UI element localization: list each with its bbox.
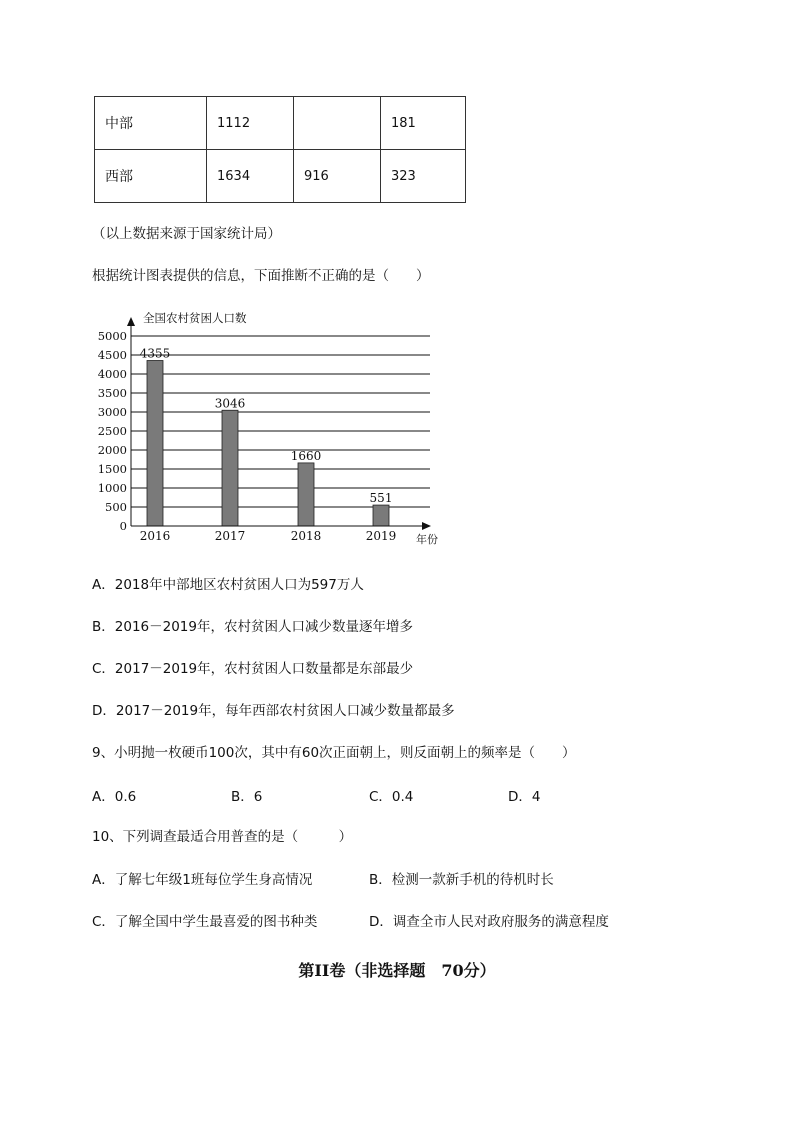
chart-title: 全国农村贫困人口数 [143, 311, 247, 325]
table-cell: 中部 [95, 97, 207, 150]
q8-option-b: B．2016－2019年，农村贫困人口减少数量逐年增多 [92, 619, 413, 635]
table-cell: 916 [294, 150, 381, 203]
y-tick-label: 4500 [97, 348, 127, 362]
table-cell: 323 [381, 150, 466, 203]
y-tick-label: 2500 [97, 424, 127, 438]
q9-option-c: C．0.4 [369, 789, 414, 805]
y-tick-label: 3500 [97, 386, 127, 400]
y-tick-label: 4000 [97, 367, 127, 381]
bar-2017 [222, 410, 238, 526]
table-cell: 181 [381, 97, 466, 150]
x-axis-arrow-icon [422, 522, 431, 530]
table-cell: 1634 [207, 150, 294, 203]
q9-option-d: D．4 [508, 789, 541, 805]
data-label: 3046 [214, 396, 246, 411]
q8-option-d: D．2017－2019年，每年西部农村贫困人口减少数量都最多 [92, 703, 455, 719]
table-cell: 1112 [207, 97, 294, 150]
x-tick-label: 2016 [139, 529, 171, 543]
y-tick-label: 3000 [97, 405, 127, 419]
x-tick-label: 2017 [214, 529, 246, 543]
q10-option-d: D．调查全市人民对政府服务的满意程度 [369, 914, 609, 930]
y-tick-label: 500 [105, 500, 127, 514]
q10-option-c: C．了解全国中学生最喜爱的图书种类 [92, 914, 318, 930]
table-row [95, 97, 466, 150]
regional-data-table [94, 96, 466, 203]
y-axis-arrow-icon [127, 317, 135, 326]
source-note: （以上数据来源于国家统计局） [92, 226, 281, 242]
data-label: 1660 [290, 448, 322, 463]
q10-option-a: A．了解七年级1班每位学生身高情况 [92, 872, 313, 888]
q9-option-b: B．6 [231, 789, 263, 805]
table-cell: 西部 [95, 150, 207, 203]
q10-option-b: B．检测一款新手机的待机时长 [369, 872, 554, 888]
section-title: 第II卷（非选择题 70分） [298, 961, 496, 980]
bar-2016 [147, 361, 163, 526]
data-label: 551 [369, 491, 393, 506]
question8-stem: 根据统计图表提供的信息，下面推断不正确的是（ ） [92, 268, 430, 284]
x-tick-label: 2018 [290, 529, 322, 543]
table-row [95, 150, 466, 203]
x-tick-label: 2019 [365, 529, 397, 543]
y-tick-label: 2000 [97, 443, 127, 457]
question10-stem: 10、下列调查最适合用普查的是（ ） [92, 829, 353, 845]
data-label: 4355 [139, 346, 171, 361]
y-tick-label: 5000 [97, 329, 127, 343]
x-axis-label: 年份 [416, 533, 438, 546]
y-tick-label: 0 [119, 519, 127, 533]
table-cell [294, 97, 381, 150]
y-tick-label: 1500 [97, 462, 127, 476]
question9-stem: 9、小明抛一枚硬币100次，其中有60次正面朝上，则反面朝上的频率是（ ） [92, 745, 576, 761]
poverty-bar-chart [90, 308, 450, 548]
q8-option-c: C．2017－2019年，农村贫困人口数量都是东部最少 [92, 661, 414, 677]
y-tick-label: 1000 [97, 481, 127, 495]
bar-2018 [298, 463, 314, 526]
q8-option-a: A．2018年中部地区农村贫困人口为597万人 [92, 577, 364, 593]
q9-option-a: A．0.6 [92, 789, 137, 805]
bar-2019 [373, 505, 389, 526]
